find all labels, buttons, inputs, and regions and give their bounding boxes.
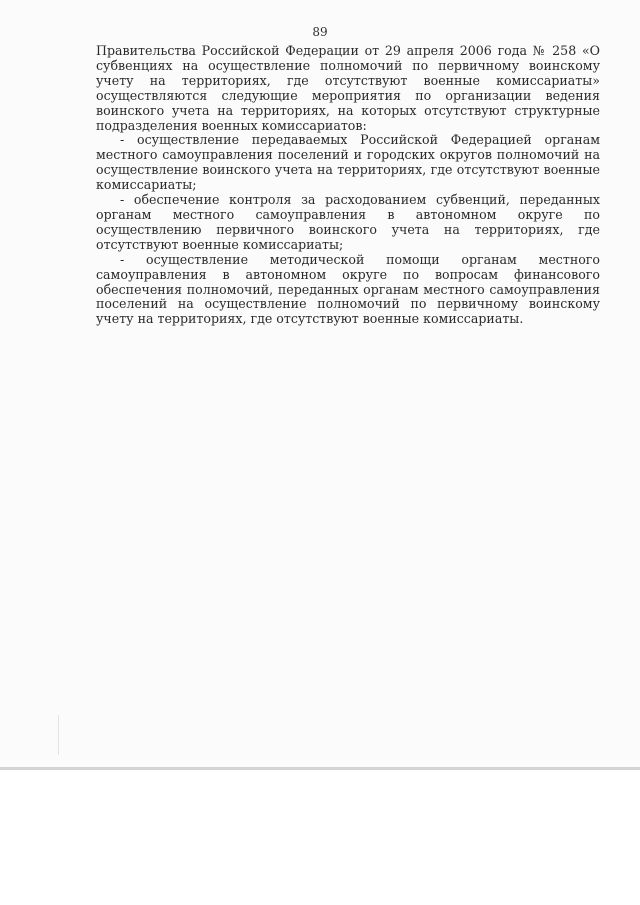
page-number: 89 <box>312 25 328 39</box>
list-item-control-subventions: - обеспечение контроля за расходованием субвенций, переданных органам местного самоуправления в автономном округе по осуществлению первичного воинского учета на территориях, где отсутствуют военные комиссариаты; <box>96 192 600 252</box>
scan-edge-mark <box>58 715 59 755</box>
list-item-voinsky-uchet: - осуществление передаваемых Российской Федерацией органам местного самоуправления поселений и городских округов полномочий на осуществление воинского учета на территориях, где отсутствуют военные комиссариаты; <box>96 132 600 193</box>
paragraph-intro: Правительства Российской Федерации от 29 апреля 2006 года № 258 «О субвенциях на осуществление полномочий по первичному воинскому учету на территориях, где отсутствуют военные комиссариаты» осуществляются следующие мероприятия по организации ведения воинского учета на территориях, на которых отсутствуют структурные подразделения военных комиссариатов: <box>96 43 600 133</box>
list-item-methodical-help: - осуществление методической помощи органам местного самоуправления в автономном округе по вопросам финансового обеспечения полномочий, переданных органам местного самоуправления поселений на осуществление полномочий по первичному воинскому учету на территориях, где отсутствуют военные комиссариаты. <box>96 251 600 327</box>
blank-area-below-page <box>0 770 640 905</box>
document-body <box>96 44 600 327</box>
